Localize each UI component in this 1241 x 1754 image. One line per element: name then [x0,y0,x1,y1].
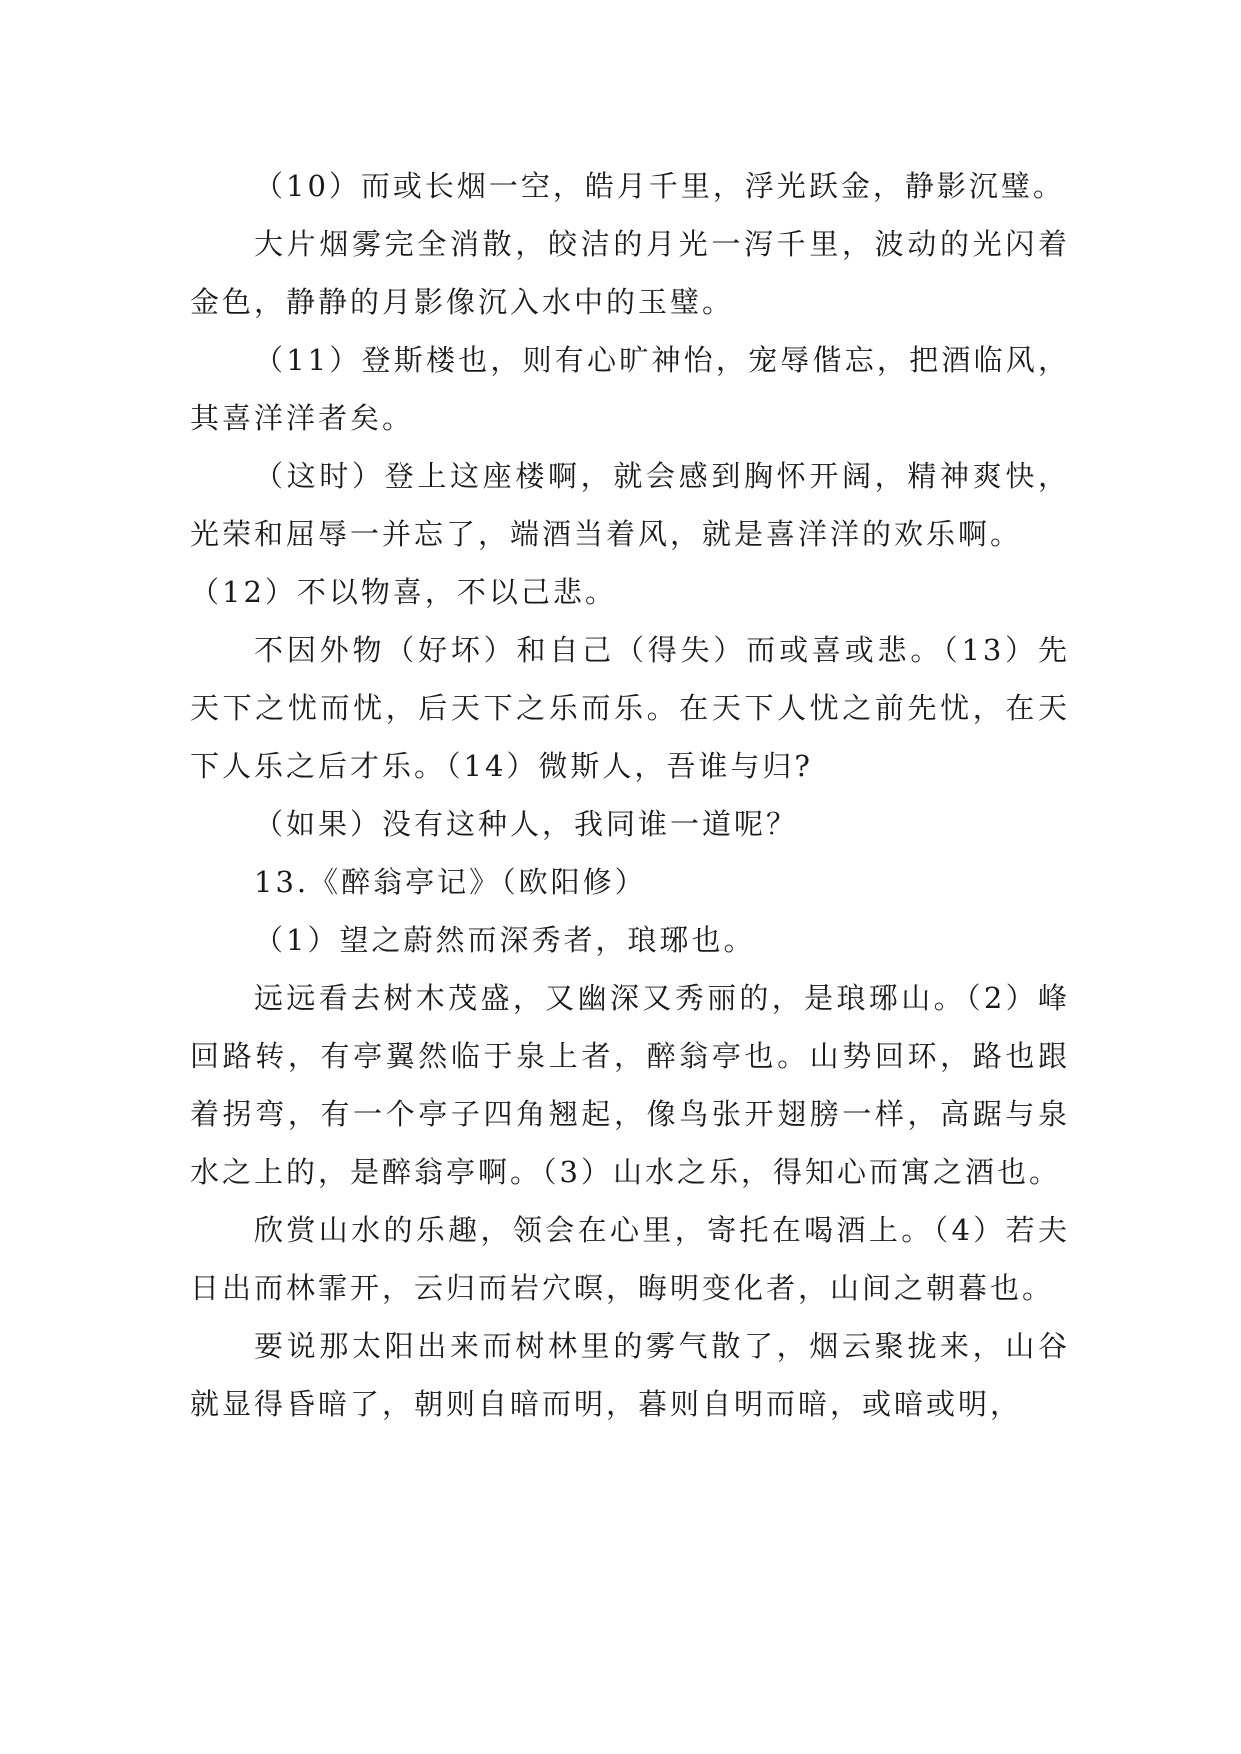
paragraph-12-13-14: 不因外物（好坏）和自己（得失）而或喜或悲。（13）先天下之忧而忧，后天下之乐而乐。在天下人忧之前先忧，在天下人乐之后才乐。（14）微斯人，吾谁与归? [190,633,1070,783]
paragraph-11-original: （11）登斯楼也，则有心旷神怡，宠辱偕忘，把酒临风，其喜洋洋者矣。 [190,343,1070,435]
paragraph-11-translation: （这时）登上这座楼啊，就会感到胸怀开阔，精神爽快，光荣和屈辱一并忘了，端酒当着风，就是喜洋洋的欢乐啊。 [190,459,1070,551]
paragraph-14-translation: （如果）没有这种人，我同谁一道呢？ [254,807,799,841]
section-heading: 13.《醉翁亭记》（欧阳修） [254,865,647,899]
paragraph-10-original: （10）而或长烟一空，皓月千里，浮光跃金，静影沉璧。 [254,169,1065,203]
paragraph-12-original: （12）不以物喜，不以己悲。 [190,575,617,609]
paragraph-3-4: 欣赏山水的乐趣，领会在心里，寄托在喝酒上。（4）若夫日出而林霏开，云归而岩穴暝，晦明变化者，山间之朝暮也。 [190,1213,1070,1305]
paragraph-1-2-3: 远远看去树木茂盛，又幽深又秀丽的，是琅琊山。（2）峰回路转，有亭翼然临于泉上者，醉翁亭也。山势回环，路也跟着拐弯，有一个亭子四角翘起，像鸟张开翅膀一样，高踞与泉水之上的，是醉翁亭啊。（3）山水之乐，得知心而寓之酒也。 [190,981,1070,1189]
paragraph-1-original: （1）望之蔚然而深秀者，琅琊也。 [254,923,756,957]
document-body [190,157,1070,1433]
paragraph-4-translation: 要说那太阳出来而树林里的雾气散了，烟云聚拢来，山谷就显得昏暗了，朝则自暗而明，暮则自明而暗，或暗或明， [190,1329,1070,1421]
paragraph-10-translation: 大片烟雾完全消散，皎洁的月光一泻千里，波动的光闪着金色，静静的月影像沉入水中的玉璧。 [190,227,1070,319]
